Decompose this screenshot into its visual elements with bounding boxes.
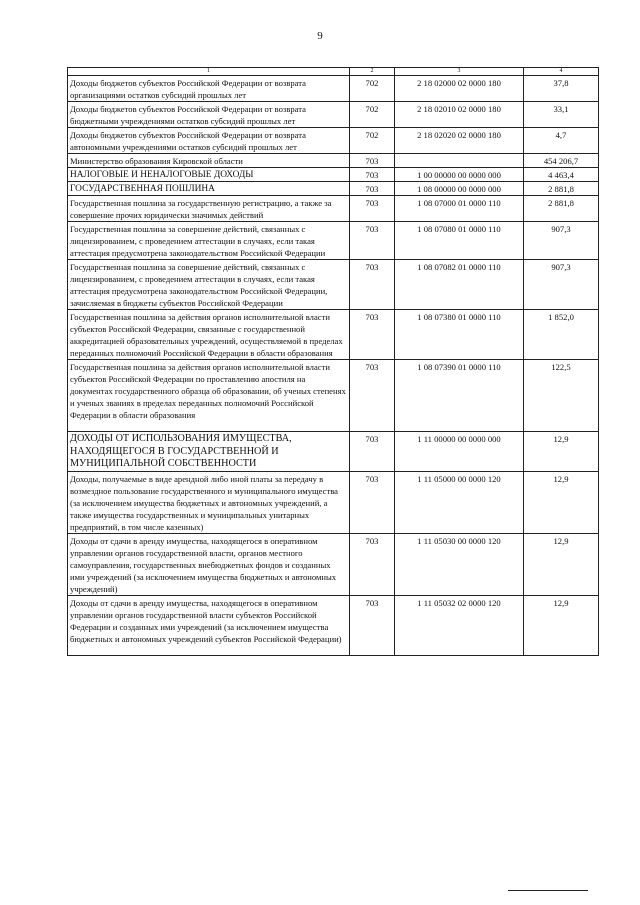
row-sum: 2 881,8 <box>524 196 599 222</box>
row-kbk: 2 18 02000 02 0000 180 <box>395 76 524 102</box>
row-kbk: 1 08 07082 01 0000 110 <box>395 260 524 310</box>
row-kbk: 1 11 05030 00 0000 120 <box>395 533 524 595</box>
row-code: 702 <box>350 102 395 128</box>
row-sum: 12,9 <box>524 432 599 472</box>
row-sum: 1 852,0 <box>524 310 599 360</box>
header-col3: 3 <box>395 68 524 76</box>
row-code: 703 <box>350 222 395 260</box>
row-name: Государственная пошлина за совершение действий, связанных с лицензированием, с проведением аттестации в случаях, если такая аттестация предусмотрена законодательством Российской Федерации <box>68 222 350 260</box>
row-code: 703 <box>350 154 395 168</box>
row-kbk <box>395 154 524 168</box>
row-code: 703 <box>350 196 395 222</box>
row-name-text: Доходы от сдачи в аренду имущества, находящегося в оперативном управлении органов государственной власти субъектов Российской Федерации и созданных ими учреждений (за исключением имущества бюджетных и автономных учреждений субъектов Российской Федерации) <box>70 597 342 644</box>
table-row <box>68 154 599 168</box>
header-col1: 1 <box>68 68 350 76</box>
row-code: 702 <box>350 76 395 102</box>
row-code: 702 <box>350 128 395 154</box>
table-row <box>68 595 599 655</box>
row-sum: 907,3 <box>524 260 599 310</box>
row-kbk: 1 08 07080 01 0000 110 <box>395 222 524 260</box>
table-row <box>68 128 599 154</box>
row-name <box>68 360 350 432</box>
row-sum: 12,9 <box>524 471 599 533</box>
row-code: 703 <box>350 168 395 182</box>
table-row <box>68 196 599 222</box>
row-name: Доходы от сдачи в аренду имущества, находящегося в оперативном управлении органов государственной власти, органов местного самоуправления, государственных внебюджетных фондов и созданных ими учреждений (за исключением имущества бюджетных и автономных учреждений) <box>68 533 350 595</box>
row-sum: 33,1 <box>524 102 599 128</box>
row-name: Доходы бюджетов субъектов Российской Федерации от возврата бюджетными учреждениями остатков субсидий прошлых лет <box>68 102 350 128</box>
row-code: 703 <box>350 471 395 533</box>
row-kbk: 2 18 02020 02 0000 180 <box>395 128 524 154</box>
row-name <box>68 595 350 655</box>
table-row <box>68 182 599 196</box>
row-code: 703 <box>350 182 395 196</box>
row-sum: 4 463,4 <box>524 168 599 182</box>
row-code: 703 <box>350 533 395 595</box>
row-spacer <box>70 421 347 431</box>
row-sum: 4,7 <box>524 128 599 154</box>
row-name: ГОСУДАРСТВЕННАЯ ПОШЛИНА <box>68 182 350 196</box>
table-row <box>68 76 599 102</box>
row-code: 703 <box>350 432 395 472</box>
row-sum: 12,9 <box>524 533 599 595</box>
table-row <box>68 222 599 260</box>
row-name: Доходы, получаемые в виде арендной либо иной платы за передачу в возмездное пользование государственного и муниципального имущества (за исключением имущества бюджетных и автономных учреждений, а также имущества государственных и муниципальных унитарных предприятий, в том числе казенных) <box>68 471 350 533</box>
table-row <box>68 471 599 533</box>
row-sum: 454 206,7 <box>524 154 599 168</box>
row-code: 703 <box>350 260 395 310</box>
row-name: Доходы бюджетов субъектов Российской Федерации от возврата автономными учреждениями остатков субсидий прошлых лет <box>68 128 350 154</box>
row-name: Министерство образования Кировской области <box>68 154 350 168</box>
row-kbk: 1 11 05032 02 0000 120 <box>395 595 524 655</box>
row-kbk: 1 08 07380 01 0000 110 <box>395 310 524 360</box>
row-name: Доходы бюджетов субъектов Российской Федерации от возврата организациями остатков субсидий прошлых лет <box>68 76 350 102</box>
row-kbk: 1 11 00000 00 0000 000 <box>395 432 524 472</box>
header-col2: 2 <box>350 68 395 76</box>
revenue-table <box>67 67 599 656</box>
row-kbk: 1 08 07000 01 0000 110 <box>395 196 524 222</box>
row-sum: 12,9 <box>524 595 599 655</box>
row-name: Государственная пошлина за действия органов исполнительной власти субъектов Российской Федерации, связанные с государственной аккредитацией образовательных учреждений, осуществляемой в пределах переданных полномочий Российской Федерации в области образования <box>68 310 350 360</box>
row-name: Государственная пошлина за совершение действий, связанных с лицензированием, с проведением аттестации в случаях, если такая аттестация предусмотрена законодательством Российской Федерации, зачисляемая в бюджеты субъектов Российской Федерации <box>68 260 350 310</box>
table-row <box>68 310 599 360</box>
row-code: 703 <box>350 360 395 432</box>
row-name: НАЛОГОВЫЕ И НЕНАЛОГОВЫЕ ДОХОДЫ <box>68 168 350 182</box>
row-name: ДОХОДЫ ОТ ИСПОЛЬЗОВАНИЯ ИМУЩЕСТВА, НАХОДЯЩЕГОСЯ В ГОСУДАРСТВЕННОЙ И МУНИЦИПАЛЬНОЙ СОБСТВЕННОСТИ <box>68 432 350 472</box>
footer-rule <box>508 890 588 891</box>
table-row <box>68 360 599 432</box>
row-kbk: 2 18 02010 02 0000 180 <box>395 102 524 128</box>
row-kbk: 1 08 07390 01 0000 110 <box>395 360 524 432</box>
row-code: 703 <box>350 310 395 360</box>
row-kbk: 1 08 00000 00 0000 000 <box>395 182 524 196</box>
table-row <box>68 102 599 128</box>
row-sum: 122,5 <box>524 360 599 432</box>
header-col4: 4 <box>524 68 599 76</box>
row-spacer <box>70 645 347 655</box>
page-number: 9 <box>317 30 323 42</box>
row-sum: 2 881,8 <box>524 182 599 196</box>
table-row <box>68 432 599 472</box>
table-row <box>68 260 599 310</box>
table-row <box>68 168 599 182</box>
table-header-row <box>68 68 599 76</box>
row-code: 703 <box>350 595 395 655</box>
table-row <box>68 533 599 595</box>
row-kbk: 1 11 05000 00 0000 120 <box>395 471 524 533</box>
row-name-text: Государственная пошлина за действия органов исполнительной власти субъектов Российской Федерации по проставлению апостиля на документах государственного образца об образовании, об ученых степенях и ученых званиях в пределах переданных полномочий Российской Федерации в области образования <box>70 362 346 420</box>
row-name: Государственная пошлина за государственную регистрацию, а также за совершение прочих юридически значимых действий <box>68 196 350 222</box>
row-kbk: 1 00 00000 00 0000 000 <box>395 168 524 182</box>
row-sum: 37,8 <box>524 76 599 102</box>
row-sum: 907,3 <box>524 222 599 260</box>
